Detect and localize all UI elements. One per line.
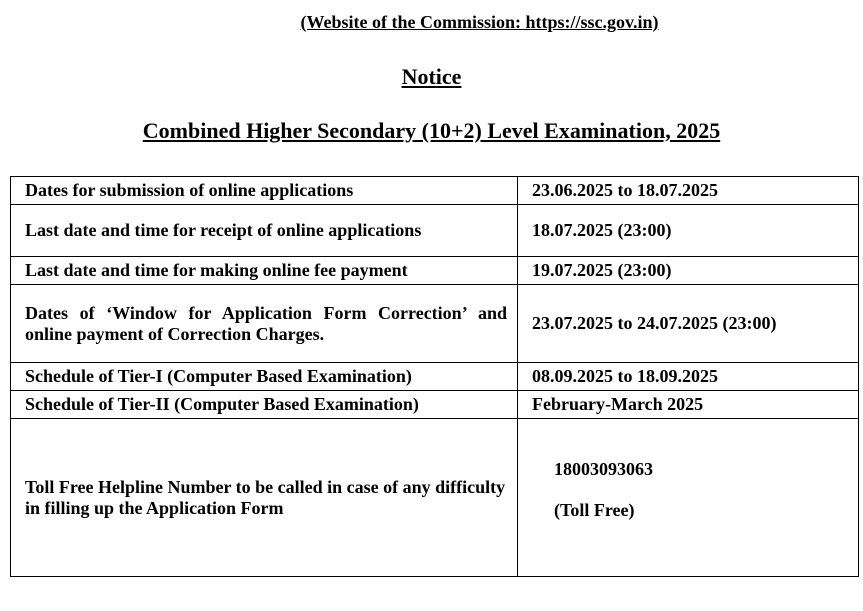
- row-value: 23.07.2025 to 24.07.2025 (23:00): [518, 285, 859, 363]
- row-value: 23.06.2025 to 18.07.2025: [518, 177, 859, 205]
- table-row: [11, 363, 859, 391]
- commission-website: (Website of the Commission: https://ssc.gov.in): [300, 12, 659, 32]
- row-label: Dates for submission of online applications: [11, 177, 518, 205]
- table-row: [11, 205, 859, 257]
- table-row: [11, 177, 859, 205]
- table-row: [11, 285, 859, 363]
- helpline-number: 18003093063: [554, 459, 653, 479]
- row-value: February-March 2025: [518, 391, 859, 419]
- table-row: [11, 257, 859, 285]
- row-label: Schedule of Tier-II (Computer Based Examination): [11, 391, 518, 419]
- exam-title: Combined Higher Secondary (10+2) Level Examination, 2025: [142, 118, 721, 143]
- helpline-value: [518, 419, 859, 577]
- row-value: 18.07.2025 (23:00): [518, 205, 859, 257]
- table-row-helpline: [11, 419, 859, 577]
- helpline-note: (Toll Free): [554, 499, 635, 520]
- schedule-table: [10, 176, 859, 577]
- row-label: Schedule of Tier-I (Computer Based Examination): [11, 363, 518, 391]
- helpline-label: Toll Free Helpline Number to be called in case of any difficulty in filling up the Application Form: [11, 419, 518, 577]
- row-label: Last date and time for receipt of online applications: [11, 205, 518, 257]
- row-value: 08.09.2025 to 18.09.2025: [518, 363, 859, 391]
- row-value: 19.07.2025 (23:00): [518, 257, 859, 285]
- notice-heading: Notice: [401, 64, 462, 89]
- row-label: Last date and time for making online fee payment: [11, 257, 518, 285]
- row-label: Dates of ‘Window for Application Form Correction’ and online payment of Correction Charges.: [11, 285, 518, 363]
- table-row: [11, 391, 859, 419]
